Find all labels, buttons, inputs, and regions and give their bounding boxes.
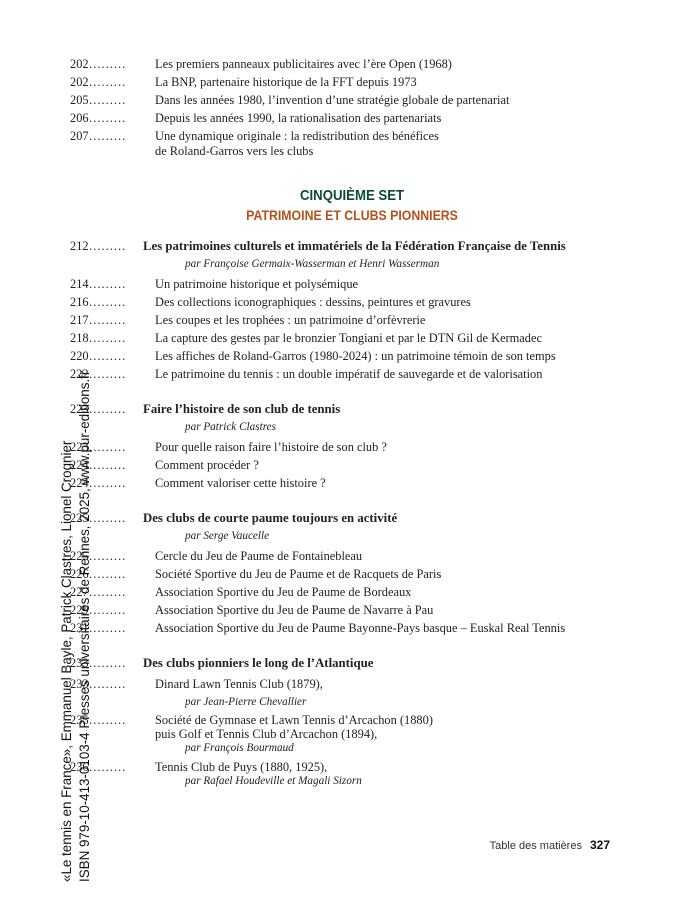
page-number: 224……… bbox=[70, 476, 126, 490]
page-number: 217……… bbox=[70, 313, 126, 327]
chapter-author: par Serge Vaucelle bbox=[185, 530, 270, 542]
entry-title: Des collections iconographiques : dessins, peintures et gravures bbox=[155, 295, 471, 309]
entry-title: Dans les années 1980, l’invention d’une stratégie globale de partenariat bbox=[155, 93, 510, 107]
page-number: 223……… bbox=[70, 402, 126, 416]
entry-title-line2: puis Golf et Tennis Club d’Arcachon (1894), bbox=[155, 727, 378, 741]
page-number: 224……… bbox=[70, 458, 126, 472]
entry-title-line2: de Roland-Garros vers les clubs bbox=[155, 144, 314, 158]
page-number: 236……… bbox=[70, 760, 126, 774]
section-subheading: PATRIMOINE ET CLUBS PIONNIERS bbox=[246, 207, 458, 223]
entry-title: Un patrimoine historique et polysémique bbox=[155, 277, 359, 291]
entry-title: Tennis Club de Puys (1880, 1925), bbox=[155, 760, 328, 774]
chapter-title: Faire l’histoire de son club de tennis bbox=[143, 402, 341, 416]
page-number: 227……… bbox=[70, 585, 126, 599]
page-number: 206……… bbox=[70, 111, 126, 125]
entry-author: par Rafael Houdeville et Magali Sizorn bbox=[185, 775, 362, 787]
entry-title: Les premiers panneaux publicitaires avec l’ère Open (1968) bbox=[155, 57, 452, 71]
page-number: 218……… bbox=[70, 331, 126, 345]
entry-title: Comment procéder ? bbox=[155, 458, 259, 472]
chapter-title: Des clubs pionniers le long de l’Atlantique bbox=[143, 656, 374, 670]
page-number: 226……… bbox=[70, 567, 126, 581]
entry-author: par Jean-Pierre Chevallier bbox=[185, 696, 307, 708]
chapter-author: par Françoise Germaix-Wasserman et Henri Wasserman bbox=[185, 258, 440, 270]
entry-title: Une dynamique originale : la redistribution des bénéfices bbox=[155, 129, 439, 143]
entry-title: Pour quelle raison faire l’histoire de son club ? bbox=[155, 440, 387, 454]
page-number: 229……… bbox=[70, 603, 126, 617]
entry-title: Cercle du Jeu de Paume de Fontainebleau bbox=[155, 549, 363, 563]
page-number: 212……… bbox=[70, 239, 126, 253]
chapter-author: par Patrick Clastres bbox=[185, 421, 276, 433]
page-number: 225……… bbox=[70, 511, 126, 525]
page-number: 233……… bbox=[70, 677, 126, 691]
footer-page-number: 327 bbox=[589, 838, 610, 852]
entry-title: Les coupes et les trophées : un patrimoine d’orfèvrerie bbox=[155, 313, 426, 327]
entry-title: Dinard Lawn Tennis Club (1879), bbox=[155, 677, 323, 691]
entry-title: Association Sportive du Jeu de Paume de Navarre à Pau bbox=[155, 603, 434, 617]
page-number: 202……… bbox=[70, 57, 126, 71]
entry-title: Le patrimoine du tennis : un double impératif de sauvegarde et de valorisation bbox=[155, 367, 543, 381]
page-number: 207……… bbox=[70, 129, 126, 143]
sidebar-line-2: ISBN 979-10-413-0103-4 Presses universitaires de Rennes, 2025, www.pur-editions.fr bbox=[77, 370, 92, 882]
entry-title: La BNP, partenaire historique de la FFT depuis 1973 bbox=[155, 75, 417, 89]
page-number: 231……… bbox=[70, 621, 126, 635]
page-number: 223……… bbox=[70, 440, 126, 454]
entry-title: La capture des gestes par le bronzier Tongiani et par le DTN Gil de Kermadec bbox=[155, 331, 542, 345]
chapter-title: Des clubs de courte paume toujours en activité bbox=[143, 511, 398, 525]
page-number: 205……… bbox=[70, 93, 126, 107]
entry-title: Depuis les années 1990, la rationalisation des partenariats bbox=[155, 111, 442, 125]
page-number: 216……… bbox=[70, 295, 126, 309]
entry-title: Société Sportive du Jeu de Paume et de Racquets de Paris bbox=[155, 567, 442, 581]
page-number: 202……… bbox=[70, 75, 126, 89]
page-footer bbox=[490, 838, 610, 852]
page-number: 220……… bbox=[70, 349, 126, 363]
page-number: 214……… bbox=[70, 277, 126, 291]
section-heading: CINQUIÈME SET bbox=[299, 187, 405, 204]
page-number: 233……… bbox=[70, 656, 126, 670]
footer-label: Table des matières bbox=[489, 840, 582, 852]
chapter-title: Les patrimoines culturels et immatériels de la Fédération Française de Tennis bbox=[143, 239, 566, 253]
entry-title: Association Sportive du Jeu de Paume Bayonne-Pays basque – Euskal Real Tennis bbox=[155, 621, 566, 635]
entry-title: Comment valoriser cette histoire ? bbox=[155, 476, 326, 490]
entry-author: par François Bourmaud bbox=[185, 742, 294, 754]
page-number: 235……… bbox=[70, 713, 126, 727]
entry-title: Société de Gymnase et Lawn Tennis d’Arcachon (1880) bbox=[155, 713, 433, 727]
page-number: 222……… bbox=[70, 367, 126, 381]
sidebar-line-1: «Le tennis en France», Emmanuel Bayle, Patrick Clastres, Lionel Crognier bbox=[59, 440, 74, 882]
entry-title: Les affiches de Roland-Garros (1980-2024) : un patrimoine témoin de son temps bbox=[155, 349, 556, 363]
page-number: 225……… bbox=[70, 549, 126, 563]
entry-title: Association Sportive du Jeu de Paume de Bordeaux bbox=[155, 585, 412, 599]
